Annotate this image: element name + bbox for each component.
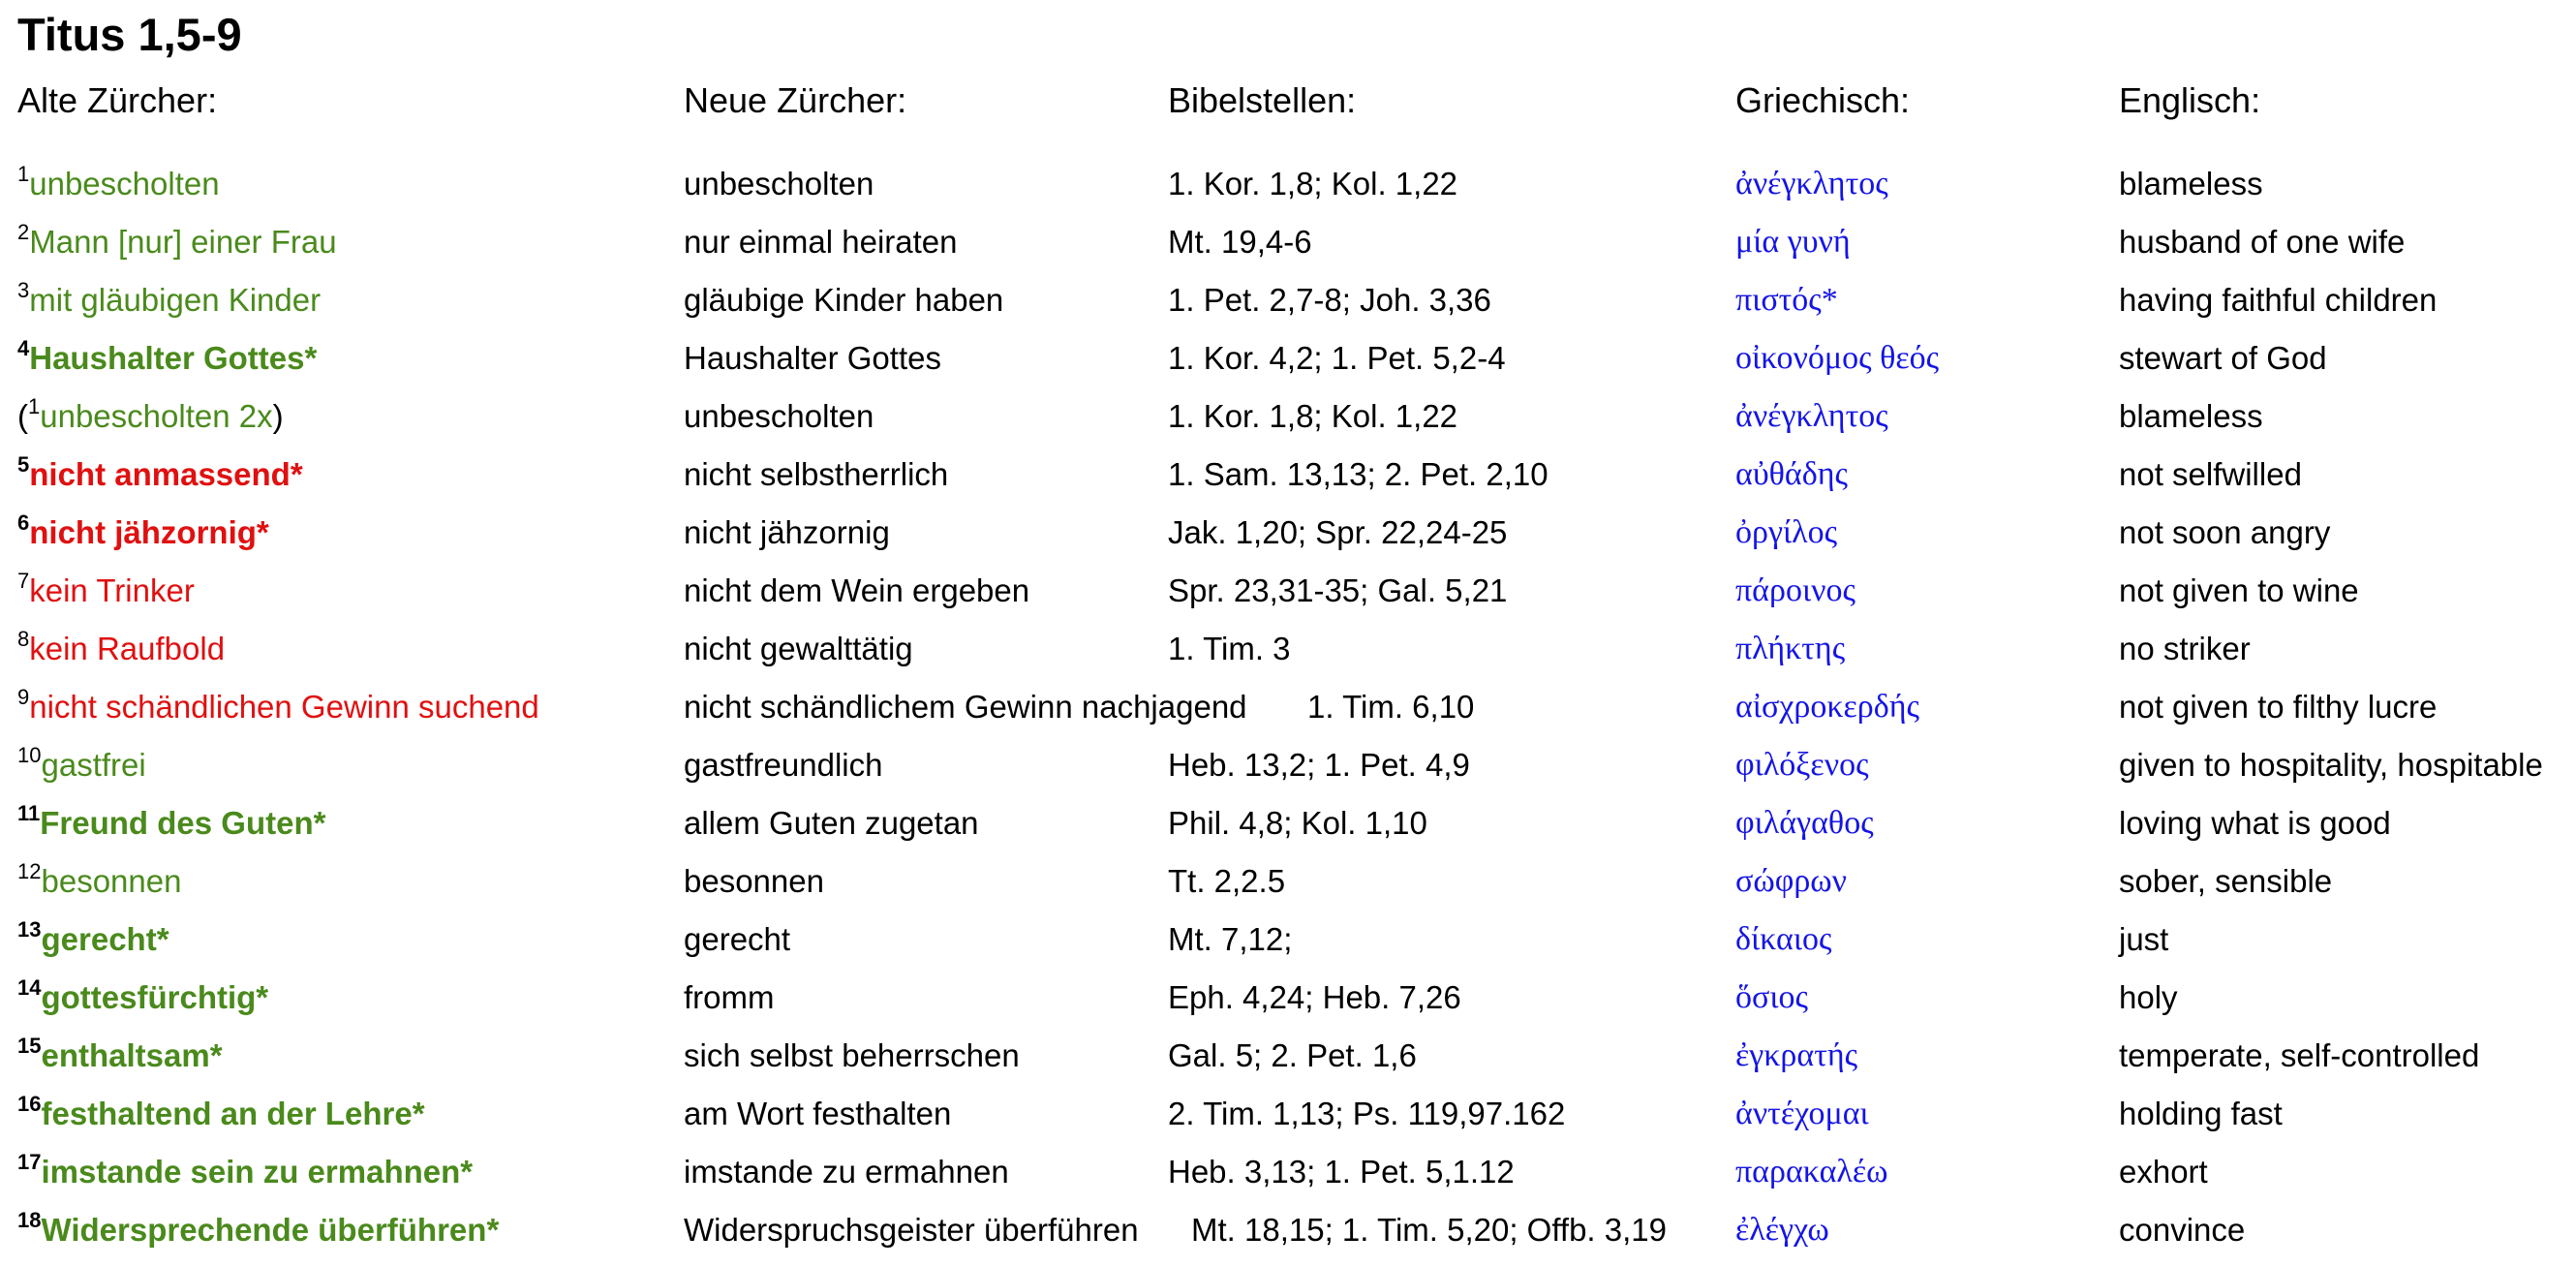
cell-bibelstellen: 2. Tim. 1,13; Ps. 119,97.162	[1168, 1096, 1566, 1131]
cell-griechisch: πλήκτης	[1735, 631, 1846, 666]
cell-neue-zuercher: am Wort festhalten	[684, 1096, 952, 1131]
cell-englisch: not selfwilled	[2119, 456, 2302, 492]
cell-alte-zuercher	[17, 446, 303, 508]
verse-number: 1	[17, 162, 30, 186]
table-row	[0, 562, 2576, 620]
cell-neue-zuercher: unbescholten	[684, 398, 874, 434]
cell-griechisch: μία γυνή	[1735, 224, 1851, 260]
cell-alte-zuercher	[17, 155, 220, 217]
cell-bibelstellen: Phil. 4,8; Kol. 1,10	[1168, 805, 1427, 841]
verse-number: 18	[17, 1208, 42, 1232]
header-bibelstellen: Bibelstellen:	[1168, 80, 1357, 120]
cell-bibelstellen: 1. Kor. 1,8; Kol. 1,22	[1168, 166, 1458, 201]
cell-griechisch: πάροινος	[1735, 572, 1855, 608]
cell-neue-zuercher: Widerspruchsgeister überführen	[684, 1212, 1139, 1248]
cell-alte-zuercher	[17, 271, 321, 333]
cell-englisch: convince	[2119, 1212, 2246, 1248]
cell-neue-zuercher: gerecht	[684, 921, 791, 957]
table-row	[0, 504, 2576, 562]
cell-englisch: holding fast	[2119, 1096, 2283, 1131]
cell-bibelstellen: 1. Kor. 1,8; Kol. 1,22	[1168, 398, 1458, 434]
close-paren: )	[272, 398, 284, 434]
verse-number: 15	[17, 1034, 42, 1058]
verse-number: 12	[17, 859, 42, 883]
cell-englisch: just	[2119, 921, 2169, 957]
cell-neue-zuercher: imstande zu ermahnen	[684, 1154, 1009, 1190]
cell-englisch: husband of one wife	[2119, 224, 2406, 260]
cell-griechisch: φιλάγαθος	[1735, 805, 1874, 841]
alte-zuercher-text: nicht anmassend*	[29, 456, 303, 492]
cell-englisch: given to hospitality, hospitable	[2119, 747, 2543, 783]
cell-neue-zuercher: Haushalter Gottes	[684, 340, 941, 376]
cell-alte-zuercher	[17, 562, 195, 624]
cell-griechisch: πιστός*	[1735, 282, 1838, 318]
verse-number: 11	[17, 801, 41, 825]
verse-number: 10	[17, 743, 42, 767]
table-row	[0, 736, 2576, 794]
table-row	[0, 911, 2576, 969]
cell-englisch: sober, sensible	[2119, 863, 2333, 899]
cell-englisch: holy	[2119, 979, 2178, 1015]
cell-neue-zuercher: nicht gewalttätig	[684, 631, 913, 666]
cell-bibelstellen: 1. Tim. 3	[1168, 631, 1291, 666]
cell-bibelstellen: 1. Kor. 4,2; 1. Pet. 5,2-4	[1168, 340, 1506, 376]
table-row	[0, 1143, 2576, 1201]
header-englisch: Englisch:	[2119, 80, 2261, 120]
table-row	[0, 678, 2576, 736]
cell-alte-zuercher	[17, 504, 269, 566]
verse-number: 6	[17, 510, 30, 535]
alte-zuercher-text: Freund des Guten*	[40, 805, 326, 841]
alte-zuercher-text: gottesfürchtig*	[41, 979, 269, 1015]
cell-griechisch: φιλόξενος	[1735, 747, 1869, 783]
table-row	[0, 794, 2576, 852]
cell-neue-zuercher: gläubige Kinder haben	[684, 282, 1004, 318]
cell-englisch: no striker	[2119, 631, 2251, 666]
cell-englisch: stewart of God	[2119, 340, 2327, 376]
alte-zuercher-text: Widersprechende überführen*	[41, 1212, 500, 1248]
open-paren: (	[17, 398, 28, 434]
cell-bibelstellen: Eph. 4,24; Heb. 7,26	[1168, 979, 1461, 1015]
header-neue-zuercher: Neue Zürcher:	[684, 80, 907, 120]
cell-bibelstellen: 1. Sam. 13,13; 2. Pet. 2,10	[1168, 456, 1549, 492]
cell-griechisch: ὅσιος	[1735, 979, 1808, 1015]
cell-bibelstellen: Heb. 3,13; 1. Pet. 5,1.12	[1168, 1154, 1515, 1190]
cell-griechisch: παρακαλέω	[1735, 1154, 1888, 1190]
cell-alte-zuercher	[17, 794, 325, 856]
alte-zuercher-text: festhaltend an der Lehre*	[41, 1096, 425, 1131]
cell-griechisch: αὐθάδης	[1735, 456, 1849, 492]
cell-neue-zuercher: nicht jähzornig	[684, 514, 890, 550]
cell-alte-zuercher	[17, 329, 317, 391]
verse-number: 1	[28, 394, 41, 418]
verse-number: 14	[17, 975, 42, 1000]
verse-number: 8	[17, 627, 30, 651]
cell-englisch: not given to filthy lucre	[2119, 689, 2438, 725]
alte-zuercher-text: nicht jähzornig*	[29, 514, 269, 550]
table-row	[0, 969, 2576, 1027]
cell-alte-zuercher	[17, 1143, 473, 1205]
cell-englisch: blameless	[2119, 166, 2263, 201]
cell-bibelstellen: 1. Pet. 2,7-8; Joh. 3,36	[1168, 282, 1491, 318]
cell-englisch: temperate, self-controlled	[2119, 1037, 2480, 1073]
cell-neue-zuercher: nicht selbstherrlich	[684, 456, 949, 492]
table-row	[0, 620, 2576, 678]
cell-neue-zuercher: allem Guten zugetan	[684, 805, 979, 841]
cell-alte-zuercher	[17, 387, 284, 449]
table-row	[0, 213, 2576, 271]
verse-number: 2	[17, 220, 30, 244]
table-row	[0, 446, 2576, 504]
table-row	[0, 155, 2576, 213]
cell-neue-zuercher: gastfreundlich	[684, 747, 883, 783]
cell-alte-zuercher	[17, 969, 268, 1031]
cell-griechisch: ἀντέχομαι	[1735, 1096, 1869, 1131]
cell-englisch: exhort	[2119, 1154, 2208, 1190]
cell-bibelstellen: Mt. 18,15; 1. Tim. 5,20; Offb. 3,19	[1191, 1212, 1667, 1248]
alte-zuercher-text: kein Trinker	[29, 572, 195, 608]
cell-alte-zuercher	[17, 678, 539, 740]
cell-griechisch: ἐγκρατής	[1735, 1037, 1858, 1073]
cell-alte-zuercher	[17, 213, 337, 275]
cell-alte-zuercher	[17, 736, 146, 798]
verse-number: 13	[17, 917, 42, 942]
verse-number: 16	[17, 1092, 42, 1116]
alte-zuercher-text: besonnen	[41, 863, 182, 899]
table-row	[0, 387, 2576, 446]
alte-zuercher-text: gastfrei	[41, 747, 146, 783]
alte-zuercher-text: nicht schändlichen Gewinn suchend	[29, 689, 539, 725]
table-row	[0, 271, 2576, 329]
cell-englisch: loving what is good	[2119, 805, 2391, 841]
cell-englisch: blameless	[2119, 398, 2263, 434]
table-row	[0, 1201, 2576, 1259]
cell-alte-zuercher	[17, 1085, 425, 1147]
verse-number: 9	[17, 685, 30, 709]
cell-alte-zuercher	[17, 620, 225, 682]
cell-englisch: not soon angry	[2119, 514, 2331, 550]
cell-griechisch: ἐλέγχω	[1735, 1212, 1829, 1248]
page-title: Titus 1,5-9	[17, 9, 242, 60]
alte-zuercher-text: enthaltsam*	[41, 1037, 223, 1073]
cell-neue-zuercher: nur einmal heiraten	[684, 224, 958, 260]
cell-griechisch: ἀνέγκλητος	[1735, 166, 1888, 201]
alte-zuercher-text: mit gläubigen Kinder	[29, 282, 322, 318]
cell-neue-zuercher: unbescholten	[684, 166, 874, 201]
table-row	[0, 1085, 2576, 1143]
cell-neue-zuercher: nicht schändlichem Gewinn nachjagend	[684, 689, 1247, 725]
alte-zuercher-text: kein Raufbold	[29, 631, 226, 666]
cell-bibelstellen: Mt. 7,12;	[1168, 921, 1293, 957]
cell-englisch: not given to wine	[2119, 572, 2359, 608]
verse-number: 17	[17, 1150, 42, 1174]
header-griechisch: Griechisch:	[1735, 80, 1911, 120]
alte-zuercher-text: gerecht*	[41, 921, 169, 957]
cell-griechisch: αἰσχροκερδής	[1735, 689, 1919, 725]
cell-alte-zuercher	[17, 1027, 223, 1089]
alte-zuercher-text: unbescholten 2x	[40, 398, 273, 434]
cell-neue-zuercher: fromm	[684, 979, 775, 1015]
cell-alte-zuercher	[17, 852, 181, 914]
verse-number: 7	[17, 569, 30, 593]
cell-griechisch: ἀνέγκλητος	[1735, 398, 1888, 434]
alte-zuercher-text: imstande sein zu ermahnen*	[41, 1154, 474, 1190]
alte-zuercher-text: unbescholten	[29, 166, 220, 201]
cell-griechisch: ὀργίλος	[1735, 514, 1838, 550]
table-row	[0, 329, 2576, 387]
table-row	[0, 1027, 2576, 1085]
cell-neue-zuercher: nicht dem Wein ergeben	[684, 572, 1030, 608]
cell-bibelstellen: Gal. 5; 2. Pet. 1,6	[1168, 1037, 1417, 1073]
cell-griechisch: σώφρων	[1735, 863, 1848, 899]
alte-zuercher-text: Haushalter Gottes*	[29, 340, 318, 376]
cell-neue-zuercher: besonnen	[684, 863, 824, 899]
cell-neue-zuercher: sich selbst beherrschen	[684, 1037, 1020, 1073]
table-row	[0, 852, 2576, 911]
cell-englisch: having faithful children	[2119, 282, 2438, 318]
cell-griechisch: οἰκονόμος θεός	[1735, 340, 1940, 376]
cell-bibelstellen: Tt. 2,2.5	[1168, 863, 1286, 899]
cell-bibelstellen: Jak. 1,20; Spr. 22,24-25	[1168, 514, 1508, 550]
cell-bibelstellen: Spr. 23,31-35; Gal. 5,21	[1168, 572, 1508, 608]
verse-number: 5	[17, 452, 30, 477]
cell-bibelstellen: Heb. 13,2; 1. Pet. 4,9	[1168, 747, 1470, 783]
alte-zuercher-text: Mann [nur] einer Frau	[29, 224, 337, 260]
header-alte-zuercher: Alte Zürcher:	[17, 80, 218, 120]
verse-number: 4	[17, 336, 30, 360]
verse-number: 3	[17, 278, 30, 302]
cell-alte-zuercher	[17, 1201, 499, 1263]
cell-bibelstellen: Mt. 19,4-6	[1168, 224, 1312, 260]
cell-alte-zuercher	[17, 911, 169, 973]
cell-griechisch: δίκαιος	[1735, 921, 1832, 957]
cell-bibelstellen: 1. Tim. 6,10	[1307, 689, 1475, 725]
